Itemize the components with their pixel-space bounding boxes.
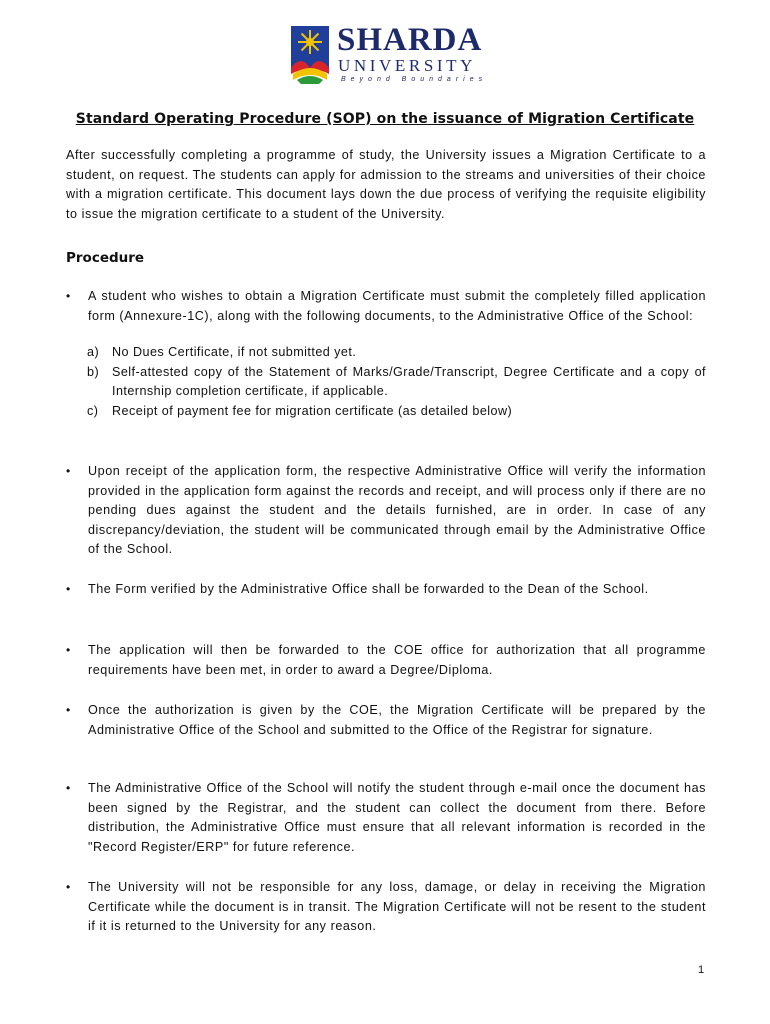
logo-wordmark: SHARDA [337, 22, 483, 58]
logo-tagline: Beyond Boundaries [341, 76, 488, 83]
procedure-step-2 [66, 462, 706, 560]
step-text: The Form verified by the Administrative Office shall be forwarded to the Dean of the School. [88, 582, 649, 596]
logo-subtitle: UNIVERSITY [338, 56, 476, 75]
procedure-step-5 [66, 701, 706, 740]
step-text: The Administrative Office of the School will notify the student through e-mail once the document has been signed by the Registrar, and the student can collect the document from there. Before distribution, the Administrative Office must ensure that all relevant information is recorded in the "Record Register/ERP" for future reference. [88, 781, 706, 854]
bullet-icon: • [66, 643, 71, 657]
step-text: A student who wishes to obtain a Migration Certificate must submit the completely filled application form (Annexure-1C), along with the following documents, to the Administrative Office of the School: [88, 289, 706, 323]
intro-paragraph: After successfully completing a programme of study, the University issues a Migration Certificate to a student, on request. The students can apply for admission to the streams and universities of their choice with a migration certificate. This document lays down the due process of verifying the requisite eligibility to issue the migration certificate to a student of the University. [66, 148, 706, 221]
bullet-icon: • [66, 703, 71, 717]
procedure-step-3 [66, 580, 706, 600]
bullet-icon: • [66, 781, 71, 795]
university-logo [289, 24, 494, 86]
list-item-text: Receipt of payment fee for migration certificate (as detailed below) [112, 403, 513, 418]
list-item-text: Self-attested copy of the Statement of Marks/Grade/Transcript, Degree Certificate and a copy of Internship completion certificate, if applicable. [112, 364, 706, 399]
procedure-step-6 [66, 779, 706, 857]
document-title: Standard Operating Procedure (SOP) on the issuance of Migration Certificate [75, 111, 695, 127]
list-item-label: a) [87, 345, 100, 360]
bullet-icon: • [66, 464, 71, 478]
bullet-icon: • [66, 289, 71, 303]
step-text: Once the authorization is given by the COE, the Migration Certificate will be prepared by the Administrative Office of the School and submitted to the Office of the Registrar for signature. [88, 703, 706, 737]
procedure-step-1 [66, 287, 706, 422]
procedure-step-4 [66, 641, 706, 680]
list-item [87, 343, 706, 363]
intro-section [66, 146, 706, 224]
list-item-text: No Dues Certificate, if not submitted yet. [112, 345, 357, 360]
bullet-icon: • [66, 880, 71, 894]
step-text: Upon receipt of the application form, the respective Administrative Office will verify the information provided in the application form against the records and receipt, and will process only if there are no pending dues against the student and the details furnished, are in order. In case of any discrepancy/deviation, the student will be communicated through email by the Administrative Office of the School. [88, 464, 706, 557]
step-text: The University will not be responsible for any loss, damage, or delay in receiving the Migration Certificate while the document is in transit. The Migration Certificate will not be resent to the student if it is returned to the University for any reason. [88, 880, 706, 934]
list-item [87, 363, 706, 402]
step-text: The application will then be forwarded to the COE office for authorization that all programme requirements have been met, in order to award a Degree/Diploma. [88, 643, 706, 677]
page-number: 1 [698, 964, 705, 976]
sharda-emblem-icon [289, 24, 333, 84]
procedure-heading: Procedure [66, 250, 145, 266]
list-item-label: b) [87, 364, 100, 379]
procedure-step-7 [66, 878, 706, 937]
bullet-icon: • [66, 582, 71, 596]
required-documents-list [88, 343, 706, 421]
list-item-label: c) [87, 403, 99, 418]
list-item [87, 402, 706, 422]
